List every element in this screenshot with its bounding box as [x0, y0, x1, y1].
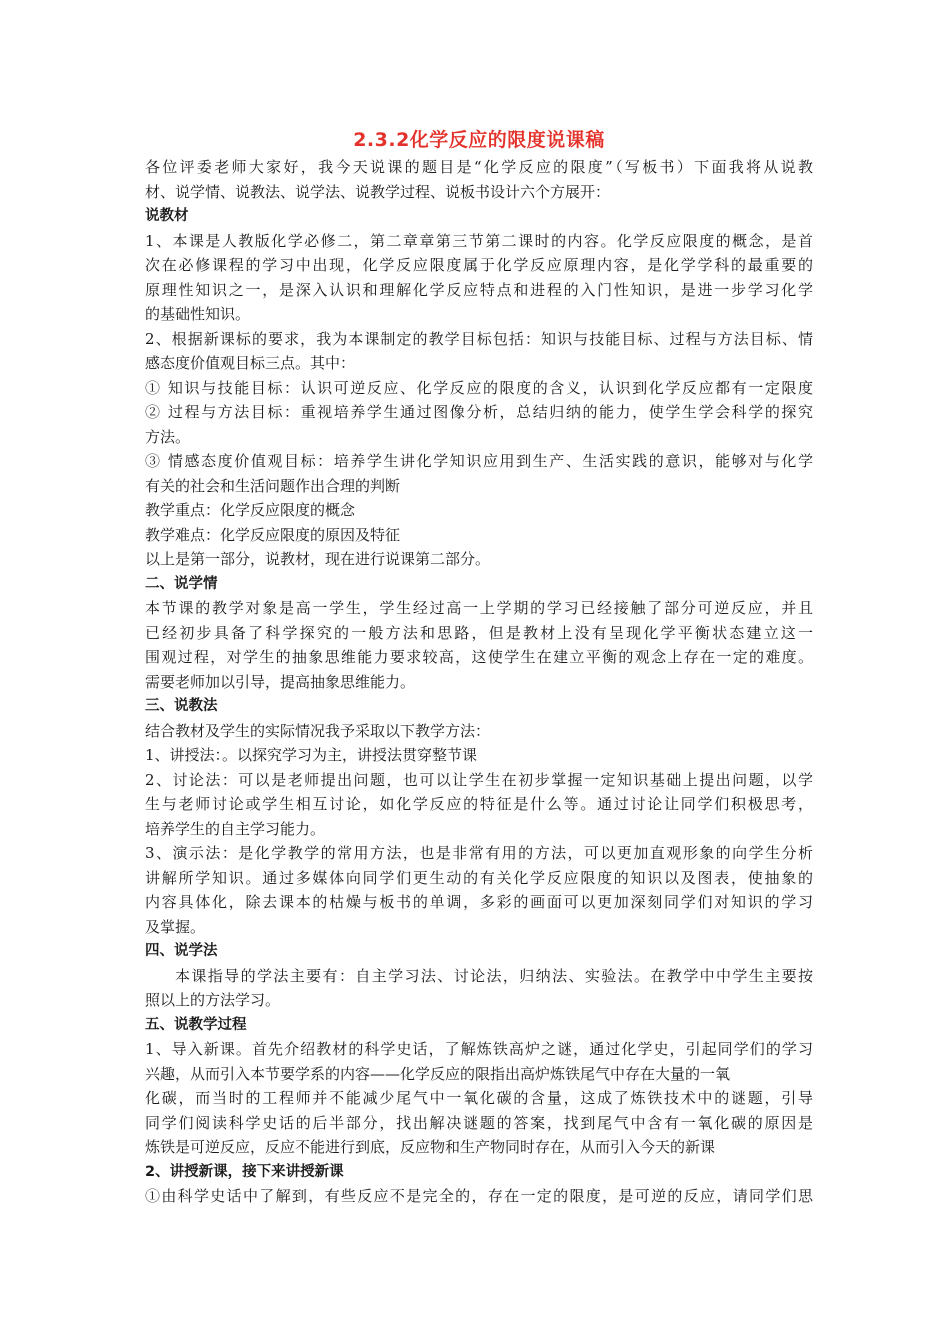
text-line: 的基础性知识。 [145, 305, 251, 323]
text-line: 需要老师加以引导，提高抽象思维能力。 [145, 672, 416, 691]
section-heading: 二、说学情 [145, 575, 218, 592]
text-line: 兴趣，从而引入本节要学系的内容——化学反应的限指出高炉炼铁尾气中存在大量的一氧 [145, 1064, 731, 1083]
section-heading: 三、说教法 [145, 698, 218, 714]
text-line: 教学重点：化学反应限度的概念 [145, 501, 356, 519]
text-line: 同学们阅读科学史话的后半部分，找出解决谜题的答案，找到尾气中含有一氧化碳的原因是 [145, 1113, 813, 1132]
text-line: ① 知识与技能目标：认识可逆反应、化学反应的限度的含义，认识到化学反应都有一定限度 [145, 378, 813, 397]
text-line: 2、讨论法：可以是老师提出问题，也可以让学生在初步掌握一定知识基础上提出问题，以学 [145, 770, 813, 789]
text-line: 及掌握。 [145, 917, 206, 936]
text-line: 照以上的方法学习。 [145, 991, 281, 1009]
text-line: 1、导入新课。首先介绍教材的科学史话，了解炼铁高炉之谜，通过化学史，引起同学们的学习 [145, 1040, 813, 1058]
section-heading: 说教材 [145, 208, 189, 224]
document-title: 2.3.2化学反应的限度说课稿 [353, 129, 605, 151]
text-line: 感态度价值观目标三点。其中： [145, 354, 356, 372]
text-line: 培养学生的自主学习能力。 [145, 819, 326, 838]
text-line: 次在必修课程的学习中出现，化学反应限度属于化学反应原理内容，是化学学科的最重要的 [145, 256, 813, 274]
text-line: 2、根据新课标的要求，我为本课制定的教学目标包括：知识与技能目标、过程与方法目标、情 [145, 329, 813, 348]
section-heading: 2、讲授新课，接下来讲授新课 [145, 1163, 344, 1180]
text-line: 原理性知识之一，是深入认识和理解化学反应特点和进程的入门性知识，是进一步学习化学 [145, 280, 813, 299]
document-body [145, 155, 813, 1209]
text-line: ①由科学史话中了解到，有些反应不是完全的，存在一定的限度，是可逆的反应，请同学们思 [145, 1187, 813, 1205]
text-line: 本课指导的学法主要有：自主学习法、讨论法，归纳法、实验法。在教学中中学生主要按 [175, 966, 813, 985]
section-heading: 四、说学法 [145, 943, 218, 959]
section-heading: 五、说教学过程 [145, 1016, 247, 1033]
text-line: 以上是第一部分，说教材，现在进行说课第二部分。 [145, 550, 491, 568]
text-line: 各位评委老师大家好，我今天说课的题目是“化学反应的限度”（写板书）下面我将从说教 [145, 158, 813, 176]
text-line: 有关的社会和生活问题作出合理的判断 [145, 476, 401, 495]
text-line: 方法。 [145, 427, 191, 446]
text-line: 材、说学情、说教法、说学法、说教学过程、说板书设计六个方展开： [145, 182, 611, 201]
text-line: 3、演示法：是化学教学的常用方法，也是非常有用的方法，可以更加直观形象的向学生分析 [145, 844, 813, 862]
text-line: 教学难点：化学反应限度的原因及特征 [145, 525, 401, 544]
text-line: ③ 情感态度价值观目标：培养学生讲化学知识应用到生产、生活实践的意识，能够对与化学 [145, 452, 813, 470]
text-line: 1、讲授法：。以探究学习为主，讲授法贯穿整节课 [145, 746, 478, 764]
text-line: 化碳，而当时的工程师并不能减少尾气中一氧化碳的含量，这成了炼铁技术中的谜题，引导 [145, 1089, 813, 1107]
text-line: ② 过程与方法目标：重视培养学生通过图像分析，总结归纳的能力，使学生学会科学的探究 [145, 403, 813, 421]
text-line: 内容具体化，除去课本的枯燥与板书的单调，多彩的画面可以更加深刻同学们对知识的学习 [145, 893, 813, 911]
text-line: 结合教材及学生的实际情况我予采取以下教学方法： [145, 721, 491, 740]
text-line: 生与老师讨论或学生相互讨论，如化学反应的特征是什么等。通过讨论让同学们积极思考， [145, 795, 813, 813]
text-line: 围观过程，对学生的抽象思维能力要求较高，这使学生在建立平衡的观念上存在一定的难度。 [145, 648, 813, 666]
text-line: 已经初步具备了科学探究的一般方法和思路，但是教材上没有呈现化学平衡状态建立这一 [145, 623, 813, 642]
text-line: 讲解所学知识。通过多媒体向同学们更生动的有关化学反应限度的知识以及图表，使抽象的 [145, 868, 813, 887]
text-line: 本节课的教学对象是高一学生，学生经过高一上学期的学习已经接触了部分可逆反应，并且 [145, 599, 813, 617]
text-line: 炼铁是可逆反应，反应不能进行到底，反应物和生产物同时存在，从而引入今天的新课 [145, 1138, 716, 1156]
text-line: 1、本课是人教版化学必修二，第二章章第三节第二课时的内容。化学反应限度的概念，是首 [145, 231, 813, 250]
document-page [145, 125, 813, 1209]
